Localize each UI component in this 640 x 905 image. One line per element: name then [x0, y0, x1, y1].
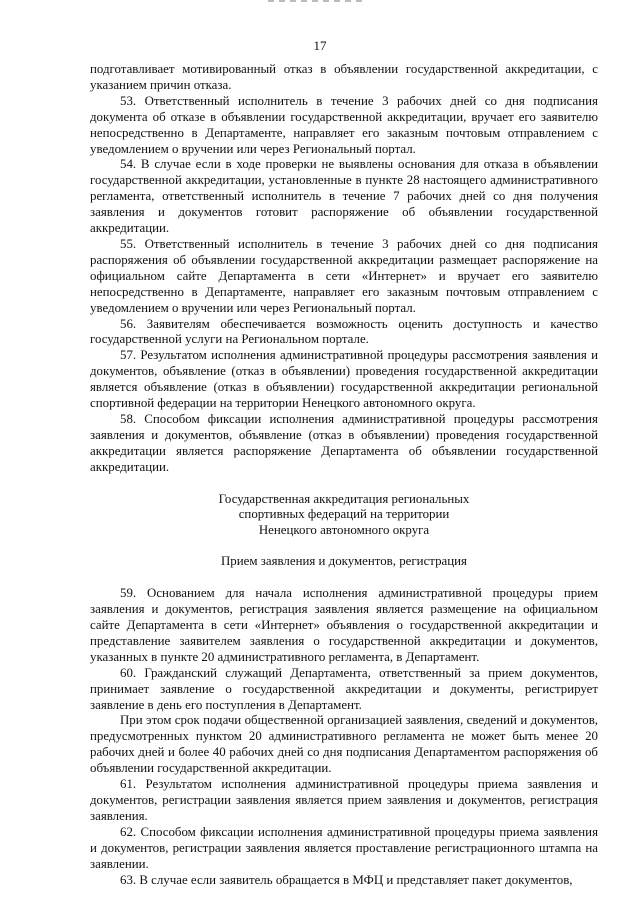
paragraph-56: 56. Заявителям обеспечивается возможность оценить доступность и качество государственной услуги на Региональном портале.: [90, 316, 598, 347]
paragraph-57: 57. Результатом исполнения административной процедуры рассмотрения заявления и документов, объявление (отказ в объявлении) проведения государственной аккредитации является объявление (отказ в объявлении) государственной аккредитации региональной спортивной федерации на территории Ненецкого автономного округа.: [90, 348, 598, 411]
paragraph-continuation: подготавливает мотивированный отказ в объявлении государственной аккредитации, с указанием причин отказа.: [90, 62, 598, 92]
section-heading: [90, 492, 598, 540]
paragraph-53: 53. Ответственный исполнитель в течение 3 рабочих дней со дня подписания документа об отказе в объявлении государственной аккредитации, вручает его заявителю непосредственно в Департаменте, направляет его заказным почтовым отправлением с уведомлением о вручении или через Региональный портал.: [90, 93, 598, 156]
section-heading-line: Ненецкого автономного округа: [258, 523, 430, 538]
scan-artifact: [268, 0, 364, 2]
paragraph-55: 55. Ответственный исполнитель в течение 3 рабочих дней со дня подписания распоряжения об объявлении государственной аккредитации размещает распоряжение на официальном сайте Департамента в сети «Интернет» и вручает его заявителю непосредственно в Департаменте, направляет его заказным почтовым отправлением с уведомлением о вручении или через Региональный портал.: [90, 236, 598, 315]
paragraph-61: 61. Результатом исполнения административной процедуры приема заявления и документов, регистрации заявления является прием заявления и документов, регистрация заявления.: [90, 777, 598, 823]
subsection-heading: Прием заявления и документов, регистрация: [221, 554, 467, 569]
paragraph-60-continuation: При этом срок подачи общественной организацией заявления, сведений и документов, предусмотренных пунктом 20 административного регламента не может быть менее 20 рабочих дней и более 40 рабочих дней со дня подписания Департаментом распоряжения об объявлении государственной аккредитации.: [90, 713, 598, 776]
paragraph-58: 58. Способом фиксации исполнения административной процедуры рассмотрения заявления и документов, объявление (отказ в объявлении) проведения государственной аккредитации является распоряжение Департамента об объявлении государственной аккредитации.: [90, 411, 598, 474]
page-number: 17: [313, 38, 327, 53]
document-body: [90, 62, 598, 888]
section-heading-line: Государственная аккредитация региональных: [218, 491, 470, 506]
paragraph-63: 63. В случае если заявитель обращается в МФЦ и представляет пакет документов,: [120, 872, 573, 887]
paragraph-59: 59. Основанием для начала исполнения административной процедуры прием заявления и документов, регистрация заявления является размещение на официальном сайте Департамента в сети «Интернет» объявления о государственной аккредитации и представление заявителем заявления о государственной аккредитации и документов, указанных в пункте 20 административного регламента, в Департамент.: [90, 586, 598, 664]
paragraph-60: 60. Гражданский служащий Департамента, ответственный за прием документов, принимает заявление о государственной аккредитации и документы, регистрирует заявление в день его поступления в Департамент.: [90, 665, 598, 712]
paragraph-54: 54. В случае если в ходе проверки не выявлены основания для отказа в объявлении государственной аккредитации, установленные в пункте 28 настоящего административного регламента, ответственный исполнитель в течение 7 рабочих дней со дня получения заявления и документов готовит распоряжение об объявлении государственной аккредитации.: [90, 157, 598, 236]
section-heading-line: спортивных федераций на территории: [238, 507, 450, 522]
paragraph-62: 62. Способом фиксации исполнения административной процедуры приема заявления и документов, регистрации заявления является проставление регистрационного штампа на заявлении.: [90, 824, 598, 871]
